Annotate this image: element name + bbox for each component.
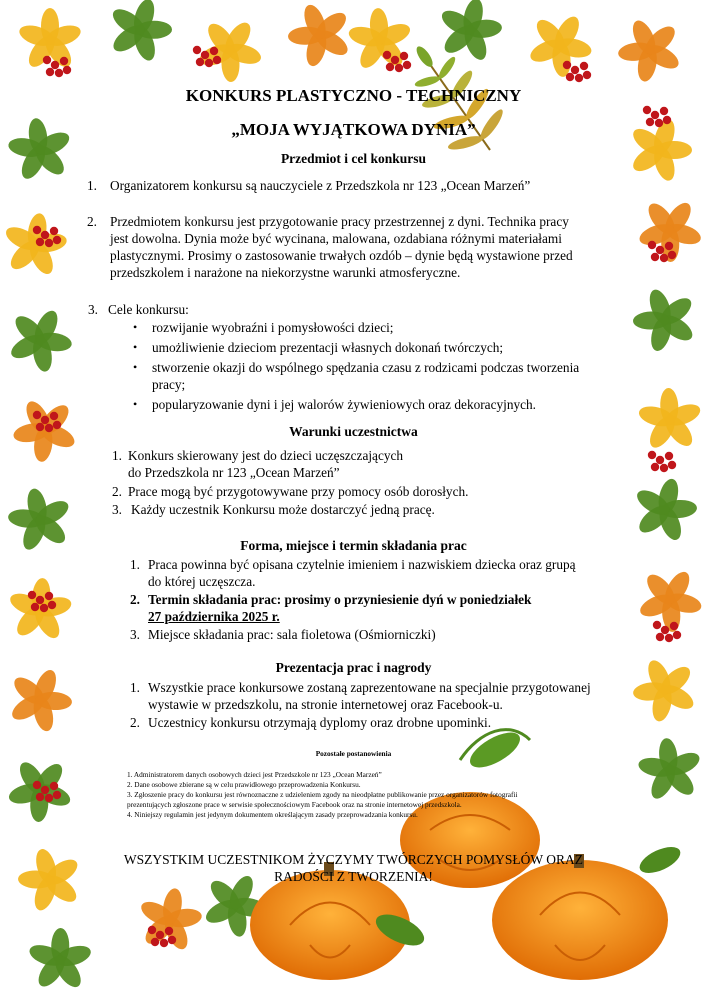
form-item-number: 3.: [130, 627, 140, 642]
form-item-text: Miejsce składania prac: sala fioletowa (Ośmiorniczki): [148, 627, 436, 642]
goal-bullet-text: umożliwienie dzieciom prezentacji własnych dokonań twórczych;: [152, 340, 504, 355]
other-provision-line: 2. Dane osobowe zbierane są w celu prawidłowego przeprowadzenia Konkursu.: [127, 780, 361, 789]
closing-line: WSZYSTKIM UCZESTNIKOM ŻYCZYMY TWÓRCZYCH POMYSŁÓW ORAZ: [123, 852, 584, 867]
closing-wishes: [110, 851, 597, 885]
section-heading-goal: Przedmiot i cel konkursu: [280, 151, 427, 166]
condition-item-number: 1.: [112, 448, 122, 463]
other-provision-line: 4. Niniejszy regulamin jest jedynym dokumentem określającym zasady przeprowadzania konkursu.: [127, 810, 418, 819]
bullet-icon: •: [133, 340, 138, 354]
deadline-date: 27 października 2025 r.: [148, 609, 280, 624]
goal-item-text: przedszkolem i narażone na niekorzystne warunki atmosferyczne.: [110, 265, 461, 280]
bullet-icon: •: [133, 320, 138, 334]
other-provision-line: 1. Administratorem danych osobowych dzieci jest Przedszkole nr 123 „Ocean Marzeń”: [127, 770, 382, 779]
other-provision-line: 3. Zgłoszenie pracy do konkursu jest równoznaczne z udzieleniem zgody na nieodpłatne publikowanie przez organizatorów fotografii: [127, 790, 518, 799]
condition-item-text: Konkurs skierowany jest do dzieci uczęszczających: [128, 448, 404, 463]
goal-item-number: 3.: [88, 302, 98, 317]
condition-item-number: 2.: [112, 484, 122, 499]
other-provision-line: prezentujących zgłoszone prace w serwisie społecznościowym Facebook oraz na stronie internetowej przedszkola.: [127, 800, 462, 809]
section-heading-other: Pozostałe postanowienia: [315, 749, 392, 758]
goal-item-text: Przedmiotem konkursu jest przygotowanie pracy przestrzennej z dyni. Technika pracy: [110, 214, 569, 229]
form-item-number: 1.: [130, 557, 140, 572]
section-heading-conditions: Warunki uczestnictwa: [289, 424, 418, 439]
condition-item-text: Każdy uczestnik Konkursu może dostarczyć jedną pracę.: [131, 502, 435, 517]
form-item-text: do której uczęszcza.: [148, 574, 256, 589]
condition-item-number: 3.: [112, 502, 122, 517]
contest-name: „MOJA WYJĄTKOWA DYNIA”: [231, 120, 476, 139]
goal-bullet-text: stworzenie okazji do wspólnego spędzania czasu z rodzicami podczas tworzenia: [152, 360, 580, 375]
goal-item-text: plastycznymi. Prosimy o zastosowanie trwałych ozdób – dynie będą wystawione przed: [110, 248, 573, 263]
presentation-item-text: wystawie w przedszkolu, na stronie internetowej oraz Facebook-u.: [148, 697, 503, 712]
presentation-item-text: Uczestnicy konkursu otrzymają dyplomy oraz drobne upominki.: [148, 715, 492, 730]
section-heading-form: Forma, miejsce i termin składania prac: [240, 538, 467, 553]
form-item-number: 2.: [130, 592, 140, 607]
condition-item-text: Prace mogą być przygotowywane przy pomocy osób dorosłych.: [128, 484, 469, 499]
bullet-icon: •: [133, 360, 138, 374]
goal-item-text: Organizatorem konkursu są nauczyciele z Przedszkola nr 123 „Ocean Marzeń”: [110, 178, 531, 193]
goal-item-text: jest dowolna. Dynia może być wycinana, malowana, ozdabiana różnymi materiałami: [110, 231, 562, 246]
goal-bullet-text: popularyzowanie dyni i jej walorów żywieniowych oraz dekoracyjnych.: [152, 397, 536, 412]
presentation-item-number: 2.: [130, 715, 140, 730]
condition-item-text: do Przedszkola nr 123 „Ocean Marzeń”: [128, 465, 340, 480]
bullet-icon: •: [133, 397, 138, 411]
section-heading-presentation: Prezentacja prac i nagrody: [275, 660, 432, 675]
goal-bullet-text: rozwijanie wyobraźni i pomysłowości dzieci;: [152, 320, 394, 335]
document-title: KONKURS PLASTYCZNO - TECHNICZNY: [185, 86, 522, 105]
deadline-text: Termin składania prac: prosimy o przyniesienie dyń w poniedziałek: [148, 592, 532, 607]
form-item-text: Praca powinna być opisana czytelnie imieniem i nazwiskiem dziecka oraz grupą: [148, 557, 576, 572]
goal-item-text: Cele konkursu:: [108, 302, 189, 317]
goal-item-number: 2.: [87, 214, 97, 229]
presentation-item-number: 1.: [130, 680, 140, 695]
closing-line: RADOŚCI Z TWORZENIA!: [274, 869, 433, 884]
goal-bullet-text: pracy;: [152, 377, 186, 392]
presentation-item-text: Wszystkie prace konkursowe zostaną zaprezentowane na specjalnie przygotowanej: [148, 680, 591, 695]
goal-item-number: 1.: [87, 178, 97, 193]
